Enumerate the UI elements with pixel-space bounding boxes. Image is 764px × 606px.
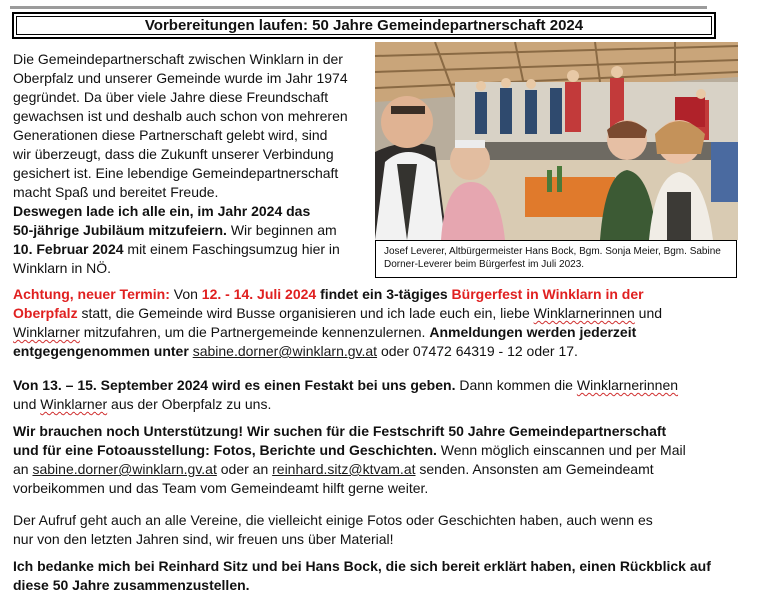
email-link-dorner[interactable]: sabine.dorner@winklarn.gv.at [192, 343, 378, 359]
support-text: Wenn möglich einscannen und per Mail [436, 442, 686, 458]
von-text: Von [169, 286, 202, 302]
carnival-date: 10. Februar 2024 [13, 241, 124, 257]
intro-date-line [13, 240, 348, 259]
intro-line: Winklarn in NÖ. [13, 260, 112, 276]
und-text: und [634, 305, 663, 321]
support-line-1: Wir brauchen noch Unterstützung! Wir suchen für die Festschrift 50 Jahre Gemeindepartnerschaft [13, 423, 667, 439]
bus-text: statt, die Gemeinde wird Busse organisieren und ich lade euch ein, liebe [77, 305, 534, 321]
thanks-paragraph [13, 557, 711, 595]
partner-text: mitzufahren, um die Partnergemeinde kennenzulernen. [79, 324, 430, 340]
intro-line: gegründet. Da über viele Jahre diese Freundschaft [13, 89, 329, 105]
festival-text: findet ein 3-tägiges [316, 286, 452, 302]
call-paragraph [13, 511, 653, 549]
spell-word: Winklarnerinnen [533, 305, 635, 321]
intro-line: gesichert ist. Eine lebendige Gemeindepartnerschaft [13, 165, 339, 181]
support-bold-2: und für eine Fotoausstellung: Fotos, Berichte und Geschichten. [13, 442, 437, 458]
registration-text-2: entgegengenommen unter [13, 343, 189, 359]
festival-place: Oberpfalz [13, 305, 78, 321]
spell-word: Winklarnerinnen [576, 377, 679, 393]
attention-line-3 [13, 323, 662, 342]
call-line-2: nur von den letzten Jahren sind, wir freuen uns über Material! [13, 531, 394, 547]
intro-line: Generationen diese Partnerschaft gelebt wird, sind [13, 127, 328, 143]
september-paragraph [13, 376, 678, 414]
carnival-text: mit einem Faschingsumzug hier in [123, 241, 340, 257]
intro-jubilee-line [13, 221, 348, 240]
support-text-2: senden. Ansonsten am Gemeindeamt [415, 461, 654, 477]
intro-paragraph [13, 50, 348, 278]
attention-line-1 [13, 285, 662, 304]
september-text: Dann kommen die [455, 377, 577, 393]
intro-start-text: Wir beginnen am [226, 222, 337, 238]
intro-line: Oberpfalz und unserer Gemeinde wurde im Jahr 1974 [13, 70, 348, 86]
attention-line-4 [13, 342, 662, 361]
intro-line: Die Gemeindepartnerschaft zwischen Winklarn in der [13, 51, 343, 67]
thanks-line-1: Ich bedanke mich bei Reinhard Sitz und bei Hans Bock, die sich bereit erklärt haben, einen Rückblick auf [13, 558, 711, 574]
september-line-1 [13, 376, 678, 395]
festival-photo [375, 42, 738, 240]
september-bold: Von 13. – 15. September 2024 wird es einen Festakt bei uns geben. [13, 377, 456, 393]
oder-text: oder an [216, 461, 273, 477]
support-line-4: vorbeikommen und das Team vom Gemeindeamt hilft gerne weiter. [13, 480, 429, 496]
thanks-line-2: diese 50 Jahre zusammenzustellen. [13, 577, 250, 593]
registration-text: Anmeldungen werden jederzeit [429, 324, 637, 340]
intro-line: gewachsen ist und deshalb auch schon von mehreren [13, 108, 348, 124]
photo-caption: Josef Leverer, Altbürgermeister Hans Bock, Bgm. Sonja Meier, Bgm. Sabine Dorner-Leverer beim Bürgerfest im Juli 2023. [375, 240, 737, 278]
festival-dates: 12. - 14. Juli 2024 [201, 286, 317, 302]
support-line-2 [13, 441, 686, 460]
intro-line: wir überzeugt, dass die Zukunft unserer Verbindung [13, 146, 334, 162]
und-text: und [13, 396, 41, 412]
september-line-2 [13, 395, 678, 414]
september-text-2: aus der Oberpfalz zu uns. [107, 396, 272, 412]
support-line-3 [13, 460, 686, 479]
top-rule [10, 6, 707, 9]
jubilee-text: 50-jährige Jubiläum mitzufeiern. [13, 222, 227, 238]
attention-label: Achtung, neuer Termin: [13, 286, 170, 302]
phone-text: oder 07472 64319 - 12 oder 17. [377, 343, 578, 359]
an-text: an [13, 461, 33, 477]
spell-word: Winklarner [13, 324, 80, 340]
intro-line: macht Spaß und bereitet Freude. [13, 184, 219, 200]
email-link-dorner-2[interactable]: sabine.dorner@winklarn.gv.at [32, 461, 217, 477]
title-frame [12, 12, 716, 39]
festival-name: Bürgerfest in Winklarn in der [451, 286, 644, 302]
spell-word: Winklarner [40, 396, 108, 412]
attention-line-2 [13, 304, 662, 323]
attention-paragraph [13, 285, 662, 361]
page-title: Vorbereitungen laufen: 50 Jahre Gemeindepartnerschaft 2024 [16, 16, 712, 35]
support-paragraph [13, 422, 686, 498]
intro-invite-line: Deswegen lade ich alle ein, im Jahr 2024 das [13, 203, 311, 219]
call-line-1: Der Aufruf geht auch an alle Vereine, die vielleicht einige Fotos oder Geschichten haben, auch wenn es [13, 512, 653, 528]
email-link-sitz[interactable]: reinhard.sitz@ktvam.at [272, 461, 416, 477]
